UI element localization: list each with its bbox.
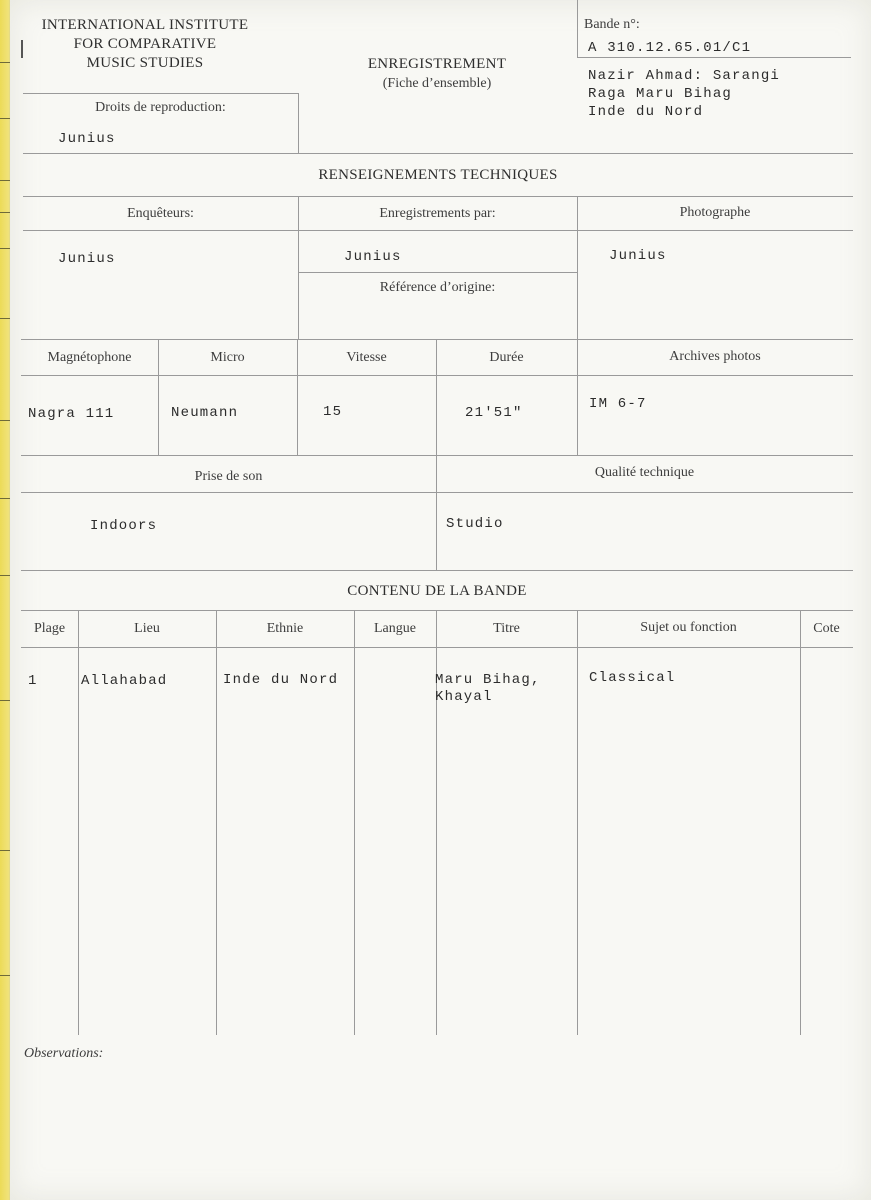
institute-name (10, 16, 280, 73)
edge-mark (0, 248, 10, 249)
row-plage: 1 (28, 673, 38, 689)
contents-section-title: CONTENU DE LA BANDE (347, 583, 527, 599)
rule (800, 611, 801, 1035)
edge-mark (0, 975, 10, 976)
row-titre (435, 672, 541, 706)
form-sheet (10, 0, 871, 1200)
tape-description-line: Nazir Ahmad: Sarangi (588, 68, 781, 84)
tape-number-value: A 310.12.65.01/C1 (588, 40, 752, 56)
rule (23, 93, 298, 94)
titre-header: Titre (493, 621, 520, 636)
institute-line-2: FOR COMPARATIVE (73, 36, 217, 52)
rule (78, 611, 79, 1035)
rights-value: Junius (58, 131, 116, 147)
origin-reference-label: Référence d’origine: (379, 280, 496, 295)
edge-mark (0, 180, 10, 181)
photo-archives-value: IM 6-7 (589, 396, 647, 412)
speed-header: Vitesse (346, 350, 387, 365)
rule (298, 197, 299, 339)
edge-mark (0, 575, 10, 576)
recorded-by-label: Enregistrements par: (379, 206, 496, 221)
investigators-value: Junius (58, 251, 116, 267)
tape-number-label: Bande n°: (584, 17, 640, 32)
edge-mark (0, 318, 10, 319)
edge-mark (0, 850, 10, 851)
observations-label: Observations: (24, 1046, 104, 1061)
rule (23, 196, 853, 197)
institute-line-3: MUSIC STUDIES (86, 55, 204, 71)
edge-mark (0, 118, 10, 119)
edge-mark (0, 212, 10, 213)
langue-header: Langue (374, 621, 416, 636)
edge-mark (0, 62, 10, 63)
recorder-header: Magnétophone (47, 350, 132, 365)
row-ethnie: Inde du Nord (223, 672, 339, 688)
speed-value: 15 (323, 404, 343, 420)
rule (23, 153, 853, 154)
edge-mark (0, 498, 10, 499)
duration-value: 21'51" (465, 405, 523, 421)
rule (21, 375, 853, 376)
form-subtitle: (Fiche d’ensemble) (382, 76, 492, 91)
photo-archives-header: Archives photos (669, 349, 761, 364)
lieu-header: Lieu (134, 621, 160, 636)
technical-section-title: RENSEIGNEMENTS TECHNIQUES (318, 167, 558, 183)
institute-line-1: INTERNATIONAL INSTITUTE (41, 17, 249, 33)
rule (21, 647, 853, 648)
row-sujet: Classical (589, 670, 676, 686)
ethnie-header: Ethnie (266, 621, 304, 636)
rights-label: Droits de reproduction: (95, 100, 226, 115)
technical-quality-label: Qualité technique (594, 465, 695, 480)
sound-capture-label: Prise de son (194, 469, 263, 484)
rule (577, 197, 578, 339)
tape-description-line: Raga Maru Bihag (588, 86, 733, 102)
rule (21, 570, 853, 571)
microphone-value: Neumann (171, 405, 239, 421)
rule (21, 339, 853, 340)
row-titre-line: Khayal (435, 689, 493, 705)
plage-header: Plage (33, 621, 66, 636)
sujet-header: Sujet ou fonction (640, 620, 737, 635)
row-titre-line: Maru Bihag, (435, 672, 541, 688)
edge-mark (0, 700, 10, 701)
cote-header: Cote (813, 621, 840, 636)
duration-header: Durée (489, 350, 524, 365)
tape-box-border (577, 0, 578, 58)
form-title: ENREGISTREMENT (367, 56, 507, 72)
edge-mark (0, 420, 10, 421)
investigators-label: Enquêteurs: (127, 206, 194, 221)
tape-box-border (577, 57, 851, 58)
tape-description-line: Inde du Nord (588, 104, 704, 120)
photographer-label: Photographe (679, 205, 751, 220)
photographer-value: Junius (609, 248, 667, 264)
rule (23, 230, 853, 231)
rule (216, 611, 217, 1035)
tape-description (588, 67, 780, 121)
rule (21, 610, 853, 611)
recorded-by-value: Junius (344, 249, 402, 265)
technical-quality-value: Studio (446, 516, 504, 532)
pen-mark (21, 40, 23, 58)
row-lieu: Allahabad (81, 673, 168, 689)
rule (298, 272, 577, 273)
rule (298, 93, 299, 153)
rule (21, 492, 853, 493)
sound-capture-value: Indoors (90, 518, 158, 534)
rule (577, 611, 578, 1035)
rule (21, 455, 853, 456)
recorder-value: Nagra 111 (28, 406, 115, 422)
microphone-header: Micro (210, 350, 245, 365)
rule (354, 611, 355, 1035)
